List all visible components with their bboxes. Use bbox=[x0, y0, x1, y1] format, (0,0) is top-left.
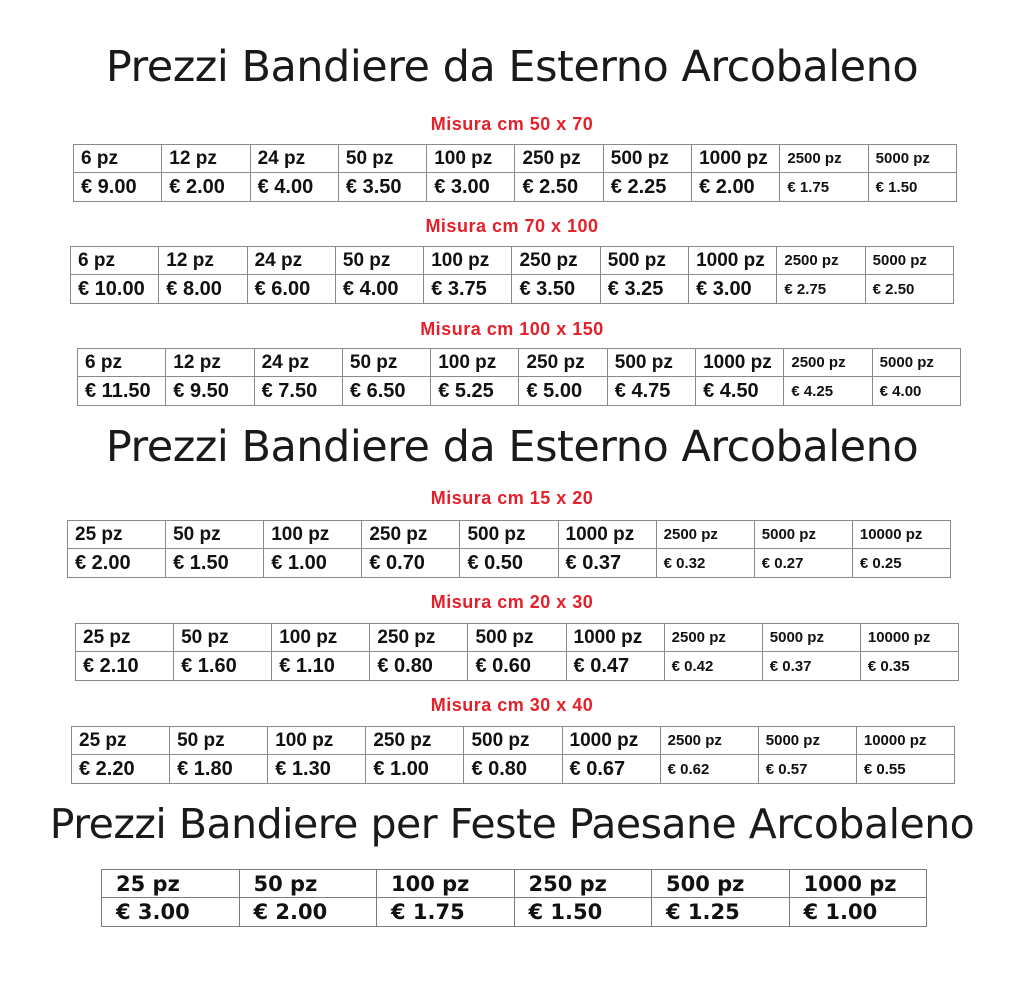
price-cell: € 3.50 bbox=[512, 275, 600, 304]
quantity-cell: 50 pz bbox=[174, 624, 272, 652]
quantity-cell: 50 pz bbox=[239, 870, 377, 898]
price-cell: € 1.25 bbox=[652, 898, 790, 927]
size-label-15x20: Misura cm 15 x 20 bbox=[430, 488, 594, 508]
price-cell: € 7.50 bbox=[254, 377, 342, 406]
price-row bbox=[78, 377, 961, 406]
price-cell: € 6.00 bbox=[247, 275, 335, 304]
quantity-cell: 12 pz bbox=[162, 145, 250, 173]
quantity-cell: 1000 pz bbox=[692, 145, 780, 173]
price-table-50x70 bbox=[73, 144, 957, 202]
quantity-cell: 1000 pz bbox=[566, 624, 664, 652]
quantity-row bbox=[76, 624, 959, 652]
quantity-cell: 2500 pz bbox=[780, 145, 868, 173]
quantity-cell: 50 pz bbox=[335, 247, 423, 275]
quantity-cell: 6 pz bbox=[78, 349, 166, 377]
quantity-cell: 6 pz bbox=[74, 145, 162, 173]
price-cell: € 1.00 bbox=[264, 549, 362, 578]
price-cell: € 2.00 bbox=[68, 549, 166, 578]
price-cell: € 0.42 bbox=[664, 652, 762, 681]
quantity-cell: 500 pz bbox=[600, 247, 688, 275]
price-cell: € 9.00 bbox=[74, 173, 162, 202]
price-cell: € 0.47 bbox=[566, 652, 664, 681]
quantity-cell: 50 pz bbox=[166, 521, 264, 549]
price-cell: € 1.50 bbox=[868, 173, 956, 202]
price-cell: € 6.50 bbox=[342, 377, 430, 406]
price-cell: € 0.60 bbox=[468, 652, 566, 681]
quantity-cell: 100 pz bbox=[431, 349, 519, 377]
quantity-cell: 5000 pz bbox=[868, 145, 956, 173]
section-title-esterno-2: Prezzi Bandiere da Esterno Arcobaleno bbox=[105, 422, 919, 472]
price-cell: € 0.37 bbox=[762, 652, 860, 681]
price-cell: € 3.00 bbox=[102, 898, 240, 927]
price-cell: € 1.00 bbox=[789, 898, 927, 927]
price-cell: € 4.75 bbox=[607, 377, 695, 406]
quantity-cell: 25 pz bbox=[102, 870, 240, 898]
price-cell: € 2.00 bbox=[162, 173, 250, 202]
quantity-cell: 250 pz bbox=[512, 247, 600, 275]
price-row bbox=[74, 173, 957, 202]
quantity-cell: 12 pz bbox=[166, 349, 254, 377]
quantity-cell: 500 pz bbox=[460, 521, 558, 549]
quantity-cell: 5000 pz bbox=[754, 521, 852, 549]
quantity-cell: 500 pz bbox=[468, 624, 566, 652]
price-cell: € 1.00 bbox=[366, 755, 464, 784]
price-cell: € 0.50 bbox=[460, 549, 558, 578]
quantity-cell: 250 pz bbox=[362, 521, 460, 549]
quantity-cell: 1000 pz bbox=[562, 727, 660, 755]
quantity-cell: 5000 pz bbox=[758, 727, 856, 755]
price-cell: € 4.50 bbox=[696, 377, 784, 406]
quantity-cell: 2500 pz bbox=[660, 727, 758, 755]
price-cell: € 2.75 bbox=[777, 275, 865, 304]
price-cell: € 0.80 bbox=[370, 652, 468, 681]
price-cell: € 11.50 bbox=[78, 377, 166, 406]
price-row bbox=[102, 898, 927, 927]
quantity-cell: 1000 pz bbox=[558, 521, 656, 549]
size-label-30x40: Misura cm 30 x 40 bbox=[430, 695, 594, 715]
quantity-cell: 5000 pz bbox=[865, 247, 953, 275]
price-table-70x100 bbox=[70, 246, 954, 304]
price-cell: € 5.00 bbox=[519, 377, 607, 406]
quantity-cell: 50 pz bbox=[338, 145, 426, 173]
price-cell: € 3.75 bbox=[424, 275, 512, 304]
price-table-feste-paesane bbox=[101, 869, 927, 927]
price-cell: € 2.20 bbox=[72, 755, 170, 784]
quantity-cell: 24 pz bbox=[250, 145, 338, 173]
quantity-cell: 6 pz bbox=[71, 247, 159, 275]
price-row bbox=[76, 652, 959, 681]
quantity-row bbox=[78, 349, 961, 377]
quantity-cell: 500 pz bbox=[607, 349, 695, 377]
quantity-cell: 50 pz bbox=[342, 349, 430, 377]
price-cell: € 4.25 bbox=[784, 377, 872, 406]
price-cell: € 1.10 bbox=[272, 652, 370, 681]
price-cell: € 0.32 bbox=[656, 549, 754, 578]
quantity-cell: 24 pz bbox=[247, 247, 335, 275]
price-cell: € 0.70 bbox=[362, 549, 460, 578]
price-table-20x30 bbox=[75, 623, 959, 681]
quantity-row bbox=[72, 727, 955, 755]
price-table-30x40 bbox=[71, 726, 955, 784]
price-cell: € 0.80 bbox=[464, 755, 562, 784]
price-cell: € 4.00 bbox=[250, 173, 338, 202]
price-table-15x20 bbox=[67, 520, 951, 578]
quantity-cell: 10000 pz bbox=[860, 624, 958, 652]
price-cell: € 0.55 bbox=[856, 755, 954, 784]
price-cell: € 0.27 bbox=[754, 549, 852, 578]
section-title-feste-paesane: Prezzi Bandiere per Feste Paesane Arcobaleno bbox=[49, 800, 975, 848]
price-cell: € 0.67 bbox=[562, 755, 660, 784]
quantity-cell: 25 pz bbox=[72, 727, 170, 755]
quantity-cell: 100 pz bbox=[268, 727, 366, 755]
size-label-20x30: Misura cm 20 x 30 bbox=[430, 592, 594, 612]
section-title-esterno-1: Prezzi Bandiere da Esterno Arcobaleno bbox=[105, 42, 919, 92]
quantity-cell: 10000 pz bbox=[856, 727, 954, 755]
size-label-100x150: Misura cm 100 x 150 bbox=[420, 319, 604, 339]
quantity-cell: 2500 pz bbox=[784, 349, 872, 377]
quantity-cell: 10000 pz bbox=[852, 521, 950, 549]
price-cell: € 3.00 bbox=[689, 275, 777, 304]
quantity-cell: 1000 pz bbox=[789, 870, 927, 898]
quantity-row bbox=[102, 870, 927, 898]
price-cell: € 2.50 bbox=[515, 173, 603, 202]
quantity-cell: 25 pz bbox=[76, 624, 174, 652]
price-cell: € 1.60 bbox=[174, 652, 272, 681]
price-cell: € 1.75 bbox=[377, 898, 515, 927]
price-cell: € 2.00 bbox=[239, 898, 377, 927]
quantity-cell: 250 pz bbox=[515, 145, 603, 173]
quantity-cell: 250 pz bbox=[514, 870, 652, 898]
price-row bbox=[68, 549, 951, 578]
quantity-cell: 250 pz bbox=[370, 624, 468, 652]
quantity-cell: 500 pz bbox=[652, 870, 790, 898]
quantity-cell: 250 pz bbox=[519, 349, 607, 377]
quantity-cell: 100 pz bbox=[424, 247, 512, 275]
quantity-cell: 1000 pz bbox=[696, 349, 784, 377]
price-cell: € 1.50 bbox=[514, 898, 652, 927]
quantity-cell: 1000 pz bbox=[689, 247, 777, 275]
price-cell: € 4.00 bbox=[872, 377, 960, 406]
quantity-cell: 500 pz bbox=[603, 145, 691, 173]
quantity-cell: 100 pz bbox=[264, 521, 362, 549]
price-cell: € 3.00 bbox=[427, 173, 515, 202]
price-table-100x150 bbox=[77, 348, 961, 406]
quantity-cell: 100 pz bbox=[272, 624, 370, 652]
quantity-cell: 100 pz bbox=[377, 870, 515, 898]
price-cell: € 2.00 bbox=[692, 173, 780, 202]
price-cell: € 9.50 bbox=[166, 377, 254, 406]
quantity-cell: 5000 pz bbox=[872, 349, 960, 377]
price-cell: € 0.62 bbox=[660, 755, 758, 784]
price-cell: € 2.10 bbox=[76, 652, 174, 681]
size-label-70x100: Misura cm 70 x 100 bbox=[425, 216, 599, 236]
quantity-cell: 2500 pz bbox=[664, 624, 762, 652]
price-cell: € 1.50 bbox=[166, 549, 264, 578]
quantity-cell: 2500 pz bbox=[656, 521, 754, 549]
price-cell: € 3.50 bbox=[338, 173, 426, 202]
price-cell: € 1.75 bbox=[780, 173, 868, 202]
price-cell: € 1.80 bbox=[170, 755, 268, 784]
quantity-cell: 500 pz bbox=[464, 727, 562, 755]
quantity-cell: 25 pz bbox=[68, 521, 166, 549]
price-cell: € 2.25 bbox=[603, 173, 691, 202]
quantity-cell: 5000 pz bbox=[762, 624, 860, 652]
price-cell: € 0.57 bbox=[758, 755, 856, 784]
price-cell: € 0.35 bbox=[860, 652, 958, 681]
price-row bbox=[71, 275, 954, 304]
price-cell: € 5.25 bbox=[431, 377, 519, 406]
price-cell: € 3.25 bbox=[600, 275, 688, 304]
price-cell: € 1.30 bbox=[268, 755, 366, 784]
price-row bbox=[72, 755, 955, 784]
price-cell: € 0.25 bbox=[852, 549, 950, 578]
quantity-row bbox=[74, 145, 957, 173]
price-cell: € 10.00 bbox=[71, 275, 159, 304]
price-cell: € 0.37 bbox=[558, 549, 656, 578]
quantity-cell: 2500 pz bbox=[777, 247, 865, 275]
price-cell: € 8.00 bbox=[159, 275, 247, 304]
quantity-cell: 12 pz bbox=[159, 247, 247, 275]
price-cell: € 4.00 bbox=[335, 275, 423, 304]
quantity-cell: 24 pz bbox=[254, 349, 342, 377]
quantity-row bbox=[71, 247, 954, 275]
size-label-50x70: Misura cm 50 x 70 bbox=[430, 114, 594, 134]
quantity-row bbox=[68, 521, 951, 549]
quantity-cell: 100 pz bbox=[427, 145, 515, 173]
quantity-cell: 50 pz bbox=[170, 727, 268, 755]
price-cell: € 2.50 bbox=[865, 275, 953, 304]
quantity-cell: 250 pz bbox=[366, 727, 464, 755]
